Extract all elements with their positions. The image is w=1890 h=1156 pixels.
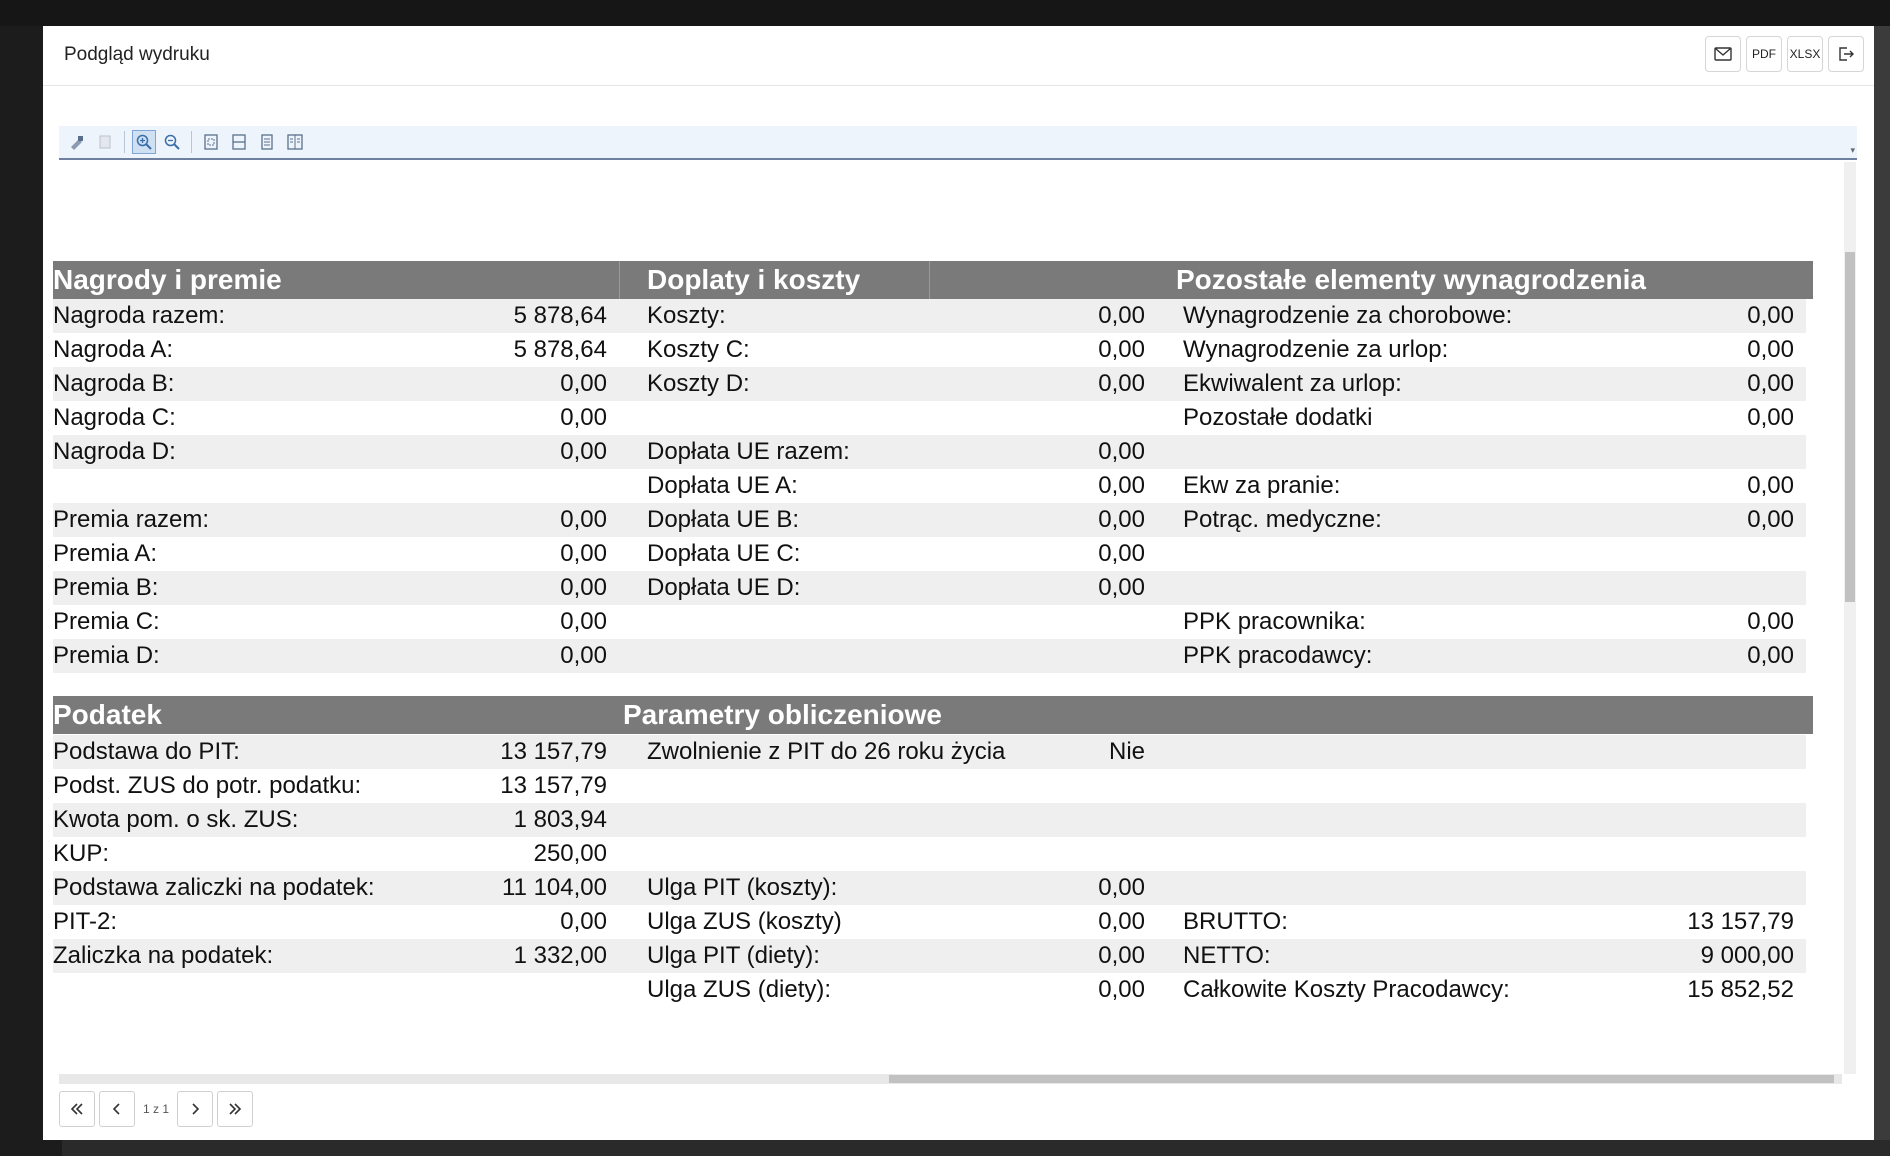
cell-value: 0,00: [1747, 506, 1794, 533]
pozostale-header: Pozostałe elementy wynagrodzenia: [1176, 264, 1646, 295]
cell-value: 9 000,00: [1700, 942, 1794, 969]
header-actions: [1705, 36, 1864, 72]
report-row: [53, 367, 1806, 401]
background-app-header: [0, 0, 1890, 26]
email-button[interactable]: [1705, 36, 1741, 72]
cell-value: 0,00: [1747, 302, 1794, 329]
cell-value: 13 157,79: [500, 738, 607, 765]
cell-value: Nie: [1108, 738, 1145, 765]
zoom-out-button[interactable]: [160, 130, 184, 154]
cell-label: Ulga PIT (diety):: [647, 942, 820, 969]
cell-label: PPK pracownika:: [1183, 608, 1366, 635]
zoom-in-button[interactable]: [132, 130, 156, 154]
horizontal-scroll-thumb[interactable]: [889, 1075, 1834, 1083]
cell-label: Dopłata UE B:: [647, 506, 800, 533]
cell-value: 0,00: [560, 608, 607, 635]
cell-value: 13 157,79: [1687, 908, 1794, 935]
report-row: [53, 905, 1806, 939]
cell-value: 0,00: [1747, 642, 1794, 669]
cell-label: BRUTTO:: [1183, 908, 1288, 935]
report-row: [53, 639, 1806, 673]
report-row: [53, 537, 1806, 571]
vertical-scroll-thumb[interactable]: [1845, 252, 1855, 602]
cell-label: Premia razem:: [53, 506, 210, 533]
toolbar-overflow-arrow[interactable]: ▾: [1850, 146, 1855, 156]
print-button[interactable]: [65, 130, 89, 154]
cell-value: 0,00: [1098, 506, 1145, 533]
cell-label: Ekw za pranie:: [1183, 472, 1341, 499]
report-row: [53, 803, 1806, 837]
cell-value: 0,00: [1747, 472, 1794, 499]
cell-value: 0,00: [1747, 608, 1794, 635]
cell-label: Premia A:: [53, 540, 158, 567]
cell-label: Ulga ZUS (koszty): [647, 908, 842, 935]
cell-label: Kwota pom. o sk. ZUS:: [53, 806, 299, 833]
cell-value: 0,00: [1747, 370, 1794, 397]
cell-label: Dopłata UE D:: [647, 574, 801, 601]
xlsx-export-button[interactable]: XLSX: [1787, 36, 1823, 72]
dialog-title: Podgląd wydruku: [64, 44, 210, 65]
report-row: [53, 299, 1806, 333]
cell-value: 0,00: [1098, 574, 1145, 601]
two-pages-icon: [286, 133, 304, 151]
two-pages-button[interactable]: [283, 130, 307, 154]
cell-label: Dopłata UE A:: [647, 472, 798, 499]
podatek-header: Podatek: [53, 699, 162, 730]
report-row: [53, 435, 1806, 469]
print-preview-dialog: [43, 26, 1874, 1140]
cell-value: 0,00: [560, 370, 607, 397]
cell-value: 0,00: [560, 540, 607, 567]
cell-value: 5 878,64: [513, 336, 607, 363]
single-page-button[interactable]: [255, 130, 279, 154]
section-header-nagrody: [53, 261, 1813, 299]
horizontal-scrollbar[interactable]: [59, 1074, 1842, 1084]
vertical-scrollbar[interactable]: [1844, 162, 1856, 1074]
dialog-header: [43, 26, 1874, 86]
cell-value: 15 852,52: [1687, 976, 1794, 1003]
cell-value: 0,00: [1098, 438, 1145, 465]
cell-value: 0,00: [1098, 302, 1145, 329]
cell-value: 0,00: [1098, 540, 1145, 567]
pdf-export-button[interactable]: PDF: [1746, 36, 1782, 72]
cell-label: Nagroda razem:: [53, 302, 226, 329]
column-divider: [929, 261, 930, 299]
cell-value: 0,00: [1098, 942, 1145, 969]
cell-value: 1 332,00: [513, 942, 607, 969]
cell-value: 0,00: [1098, 336, 1145, 363]
cell-label: KUP:: [53, 840, 110, 867]
cell-label: Podst. ZUS do potr. podatku:: [53, 772, 362, 799]
exit-icon: [1836, 44, 1856, 64]
last-page-button[interactable]: [217, 1091, 253, 1127]
report-row: [53, 469, 1806, 503]
cell-label: Wynagrodzenie za chorobowe:: [1183, 302, 1513, 329]
first-page-icon: [68, 1100, 86, 1118]
cell-value: 0,00: [1098, 976, 1145, 1003]
report-row: [53, 837, 1806, 871]
cell-label: PPK pracodawcy:: [1183, 642, 1373, 669]
toolbar-separator: [124, 131, 125, 153]
cell-label: Koszty C:: [647, 336, 750, 363]
report-row: [53, 871, 1806, 905]
report-row: [53, 769, 1806, 803]
cell-value: 0,00: [560, 908, 607, 935]
cell-label: Premia B:: [53, 574, 159, 601]
cell-label: Ekwiwalent za urlop:: [1183, 370, 1402, 397]
cell-label: Zaliczka na podatek:: [53, 942, 274, 969]
cell-label: Nagroda A:: [53, 336, 174, 363]
cell-label: NETTO:: [1183, 942, 1271, 969]
cell-value: 0,00: [1747, 336, 1794, 363]
next-page-icon: [186, 1100, 204, 1118]
fit-page-button[interactable]: [199, 130, 223, 154]
cell-value: 0,00: [1098, 370, 1145, 397]
single-page-icon: [258, 133, 276, 151]
page-navigator: [59, 1090, 253, 1128]
report-row: [53, 605, 1806, 639]
column-divider: [619, 261, 620, 299]
copy-icon: [96, 133, 114, 151]
cell-label: PIT-2:: [53, 908, 118, 935]
parametry-header: Parametry obliczeniowe: [623, 699, 943, 730]
cell-value: 0,00: [560, 438, 607, 465]
cell-label: Ulga ZUS (diety):: [647, 976, 832, 1003]
copy-button[interactable]: [93, 130, 117, 154]
fit-width-button[interactable]: [227, 130, 251, 154]
cell-value: 0,00: [560, 574, 607, 601]
cell-label: Wynagrodzenie za urlop:: [1183, 336, 1449, 363]
last-page-icon: [226, 1100, 244, 1118]
cell-label: Koszty:: [647, 302, 726, 329]
cell-value: 0,00: [560, 642, 607, 669]
zoom-in-icon: [135, 133, 153, 151]
cell-value: 13 157,79: [500, 772, 607, 799]
zoom-out-icon: [163, 133, 181, 151]
cell-value: 0,00: [560, 404, 607, 431]
cell-value: 1 803,94: [513, 806, 607, 833]
report-row: [53, 503, 1806, 537]
viewer-toolbar: [59, 126, 1857, 160]
fit-page-icon: [202, 133, 220, 151]
cell-label: Potrąc. medyczne:: [1183, 506, 1382, 533]
cell-label: Dopłata UE razem:: [647, 438, 850, 465]
report-row: [53, 973, 1806, 1007]
doplaty-header: Doplaty i koszty: [647, 264, 861, 295]
page-indicator: 1 z 1: [143, 1102, 170, 1116]
cell-label: Nagroda D:: [53, 438, 176, 465]
cell-label: Podstawa zaliczki na podatek:: [53, 874, 375, 901]
report-row: [53, 401, 1806, 435]
cell-value: 11 104,00: [502, 874, 607, 901]
cell-label: Premia C:: [53, 608, 160, 635]
cell-value: 0,00: [1098, 874, 1145, 901]
report-row: [53, 735, 1806, 769]
next-page-button[interactable]: [177, 1091, 213, 1127]
cell-label: Dopłata UE C:: [647, 540, 801, 567]
report-row: [53, 333, 1806, 367]
nagrody-header: Nagrody i premie: [53, 264, 282, 295]
fit-width-icon: [230, 133, 248, 151]
cell-label: Ulga PIT (koszty):: [647, 874, 838, 901]
cell-value: 0,00: [1098, 908, 1145, 935]
section-header-podatek: [53, 696, 1813, 734]
first-page-button[interactable]: [59, 1091, 95, 1127]
print-icon: [68, 133, 86, 151]
cell-label: Koszty D:: [647, 370, 750, 397]
envelope-icon: [1713, 44, 1733, 64]
report-row: [53, 939, 1806, 973]
cell-label: Całkowite Koszty Pracodawcy:: [1183, 976, 1510, 1003]
prev-page-button[interactable]: [99, 1091, 135, 1127]
cell-label: Nagroda C:: [53, 404, 176, 431]
cell-value: 250,00: [533, 840, 607, 867]
background-app-footer: [62, 1140, 1890, 1156]
cell-label: Nagroda B:: [53, 370, 175, 397]
cell-value: 0,00: [1098, 472, 1145, 499]
cell-label: Premia D:: [53, 642, 160, 669]
cell-label: Zwolnienie z PIT do 26 roku życia: [647, 738, 1006, 765]
cell-value: 0,00: [560, 506, 607, 533]
toolbar-separator: [191, 131, 192, 153]
prev-page-icon: [108, 1100, 126, 1118]
report-row: [53, 571, 1806, 605]
cell-value: 0,00: [1747, 404, 1794, 431]
cell-label: Podstawa do PIT:: [53, 738, 240, 765]
cell-value: 5 878,64: [513, 302, 607, 329]
exit-button[interactable]: [1828, 36, 1864, 72]
report-viewport: [53, 162, 1842, 1074]
cell-label: Pozostałe dodatki: [1183, 404, 1373, 431]
